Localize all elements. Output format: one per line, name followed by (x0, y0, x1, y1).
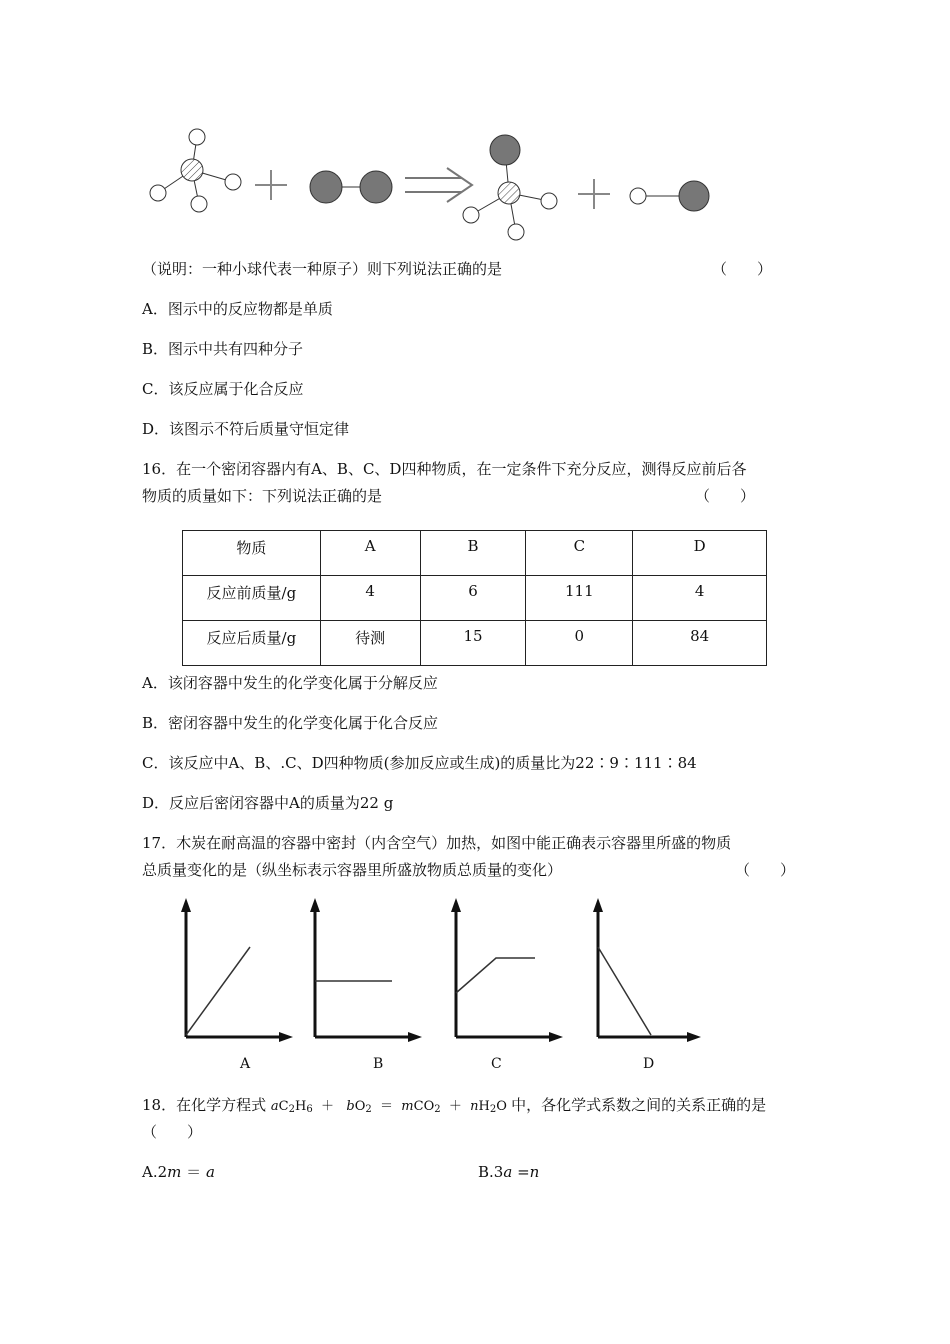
graph-a (181, 898, 293, 1042)
table-cell: 4 (320, 576, 420, 621)
q18-answer-blank: （ ） (142, 1123, 203, 1141)
sub: 2 (288, 1104, 295, 1115)
table-row (183, 621, 767, 666)
q15-option-c: C．该反应属于化合反应 (142, 380, 304, 398)
q18-option-a (142, 1162, 215, 1182)
var-n: n (529, 1163, 540, 1181)
graph-c (451, 898, 563, 1042)
q15-option-d: D．该图示不符后质量守恒定律 (142, 420, 350, 438)
q17-stem-line1: 17．木炭在耐高温的容器中密封（内含空气）加热，如图中能正确表示容器里所盛的物质 (142, 834, 732, 852)
reaction-arrow (405, 168, 472, 202)
q16-option-c: C．该反应中A、B、.C、D四种物质(参加反应或生成)的质量比为22∶9∶111∶84 (142, 754, 697, 772)
table-cell: 84 (633, 621, 767, 666)
var-a: a (503, 1163, 513, 1181)
q18-suffix: 中，各化学式系数之间的关系正确的是 (511, 1096, 767, 1114)
table-header-row (183, 531, 767, 576)
plus: ＋ (320, 1099, 334, 1114)
q16-option-d: D．反应后密闭容器中A的质量为22 g (142, 794, 394, 812)
table-cell: 6 (420, 576, 526, 621)
var-m: m (167, 1163, 182, 1181)
coef-n: n (470, 1099, 479, 1114)
sub: 2 (434, 1104, 441, 1115)
plus-sign-2 (578, 179, 610, 209)
product-molecule-1 (463, 135, 557, 240)
option-label: A.2 (142, 1163, 168, 1181)
table-header-cell: D (633, 531, 767, 576)
formula-co: CO (413, 1099, 435, 1114)
table-cell: 111 (526, 576, 633, 621)
graph-a-label: A (240, 1056, 251, 1072)
var-a: a (205, 1163, 215, 1181)
equation (271, 1099, 511, 1114)
table-cell: 15 (420, 621, 526, 666)
coef-a: a (270, 1099, 279, 1114)
formula-o: O (354, 1099, 366, 1114)
coef-b: b (346, 1099, 355, 1114)
q16-answer-blank: （ ） (695, 487, 756, 505)
table-header-cell: 物质 (183, 531, 321, 576)
q16-stem-line2: 物质的质量如下：下列说法正确的是 (142, 487, 383, 505)
q16-stem-line1: 16．在一个密闭容器内有A、B、C、D四种物质，在一定条件下充分反应，测得反应前后各 (142, 460, 747, 478)
q16-option-b: B．密闭容器中发生的化学变化属于化合反应 (142, 714, 439, 732)
equals: ＝ (380, 1099, 394, 1114)
graph-c-label: C (491, 1056, 502, 1072)
q15-option-a: A．图示中的反应物都是单质 (142, 300, 333, 318)
q18-prefix: 18．在化学方程式 (142, 1096, 267, 1114)
formula-h: H (294, 1099, 307, 1114)
formula-c: C (278, 1099, 289, 1114)
coef-m: m (401, 1099, 414, 1114)
q16-option-a: A．该闭容器中发生的化学变化属于分解反应 (142, 674, 438, 692)
sub: 6 (306, 1104, 313, 1115)
option-label: B.3 (478, 1163, 504, 1181)
molecule-reaction-diagram (0, 0, 950, 260)
table-cell: 反应前质量/g (183, 576, 321, 621)
q15-option-b: B．图示中共有四种分子 (142, 340, 304, 358)
q15-note: （说明：一种小球代表一种原子）则下列说法正确的是 (142, 260, 503, 278)
graph-b-label: B (373, 1056, 384, 1072)
mass-table (182, 530, 767, 666)
plus: ＋ (448, 1099, 462, 1114)
table-row (183, 576, 767, 621)
graph-d (593, 898, 701, 1042)
table-cell: 4 (633, 576, 767, 621)
q18-option-b (478, 1162, 539, 1182)
plus-sign-1 (255, 170, 287, 200)
table-cell: 反应后质量/g (183, 621, 321, 666)
table-cell: 0 (526, 621, 633, 666)
q15-answer-blank: （ ） (712, 260, 773, 278)
q17-stem-line2: 总质量变化的是（纵坐标表示容器里所盛放物质总质量的变化） (142, 861, 563, 879)
equals: = (512, 1163, 530, 1181)
table-header-cell: A (320, 531, 420, 576)
graph-d-line (598, 947, 651, 1035)
graph-b (310, 898, 422, 1042)
reactant-molecule-2 (310, 171, 392, 203)
table-cell: 待测 (320, 621, 420, 666)
reactant-molecule-1 (150, 129, 241, 212)
formula-o: O (496, 1099, 507, 1114)
table-header-cell: C (526, 531, 633, 576)
equals: ＝ (181, 1163, 206, 1181)
sub: 2 (489, 1104, 497, 1115)
graph-a-line (186, 947, 250, 1035)
q18-stem (142, 1095, 766, 1120)
q17-answer-blank: （ ） (735, 861, 796, 879)
formula-h: H (478, 1099, 490, 1114)
table-header-cell: B (420, 531, 526, 576)
product-molecule-2 (630, 181, 709, 211)
graph-d-label: D (643, 1056, 655, 1072)
sub: 2 (365, 1104, 372, 1115)
graph-c-line (456, 958, 535, 993)
